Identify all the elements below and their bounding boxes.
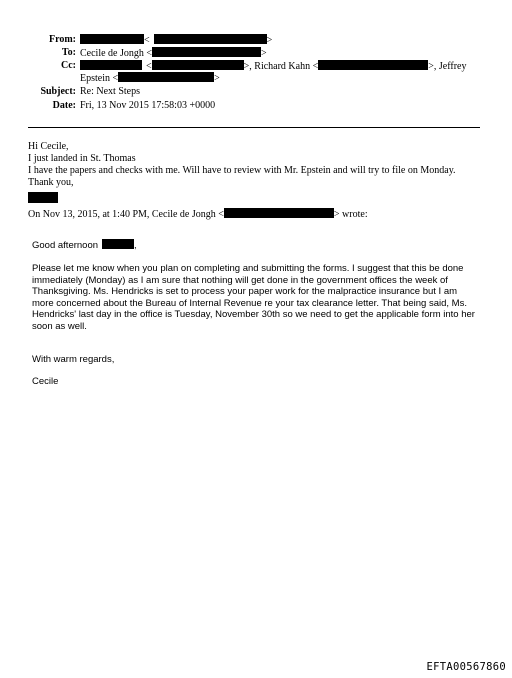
quote-intro xyxy=(28,208,368,221)
redaction-box xyxy=(118,72,214,82)
cc-mid: >, Richard Kahn < xyxy=(243,61,319,72)
redaction-box xyxy=(80,60,142,70)
reply-line: I just landed in St. Thomas xyxy=(28,153,136,164)
reply-line: Hi Cecile, xyxy=(28,141,69,152)
signature-redaction xyxy=(28,189,58,207)
greeting-text: Good afternoon xyxy=(32,240,99,251)
to-name: Cecile de Jongh < xyxy=(80,48,153,59)
cc-value-line2 xyxy=(80,72,220,85)
redaction-box xyxy=(152,60,244,70)
document-id: EFTA00567860 xyxy=(426,661,506,673)
quote-body: Please let me know when you plan on completing and submitting the forms. I suggest that this be done immediately (Monday) as I am sure that nothing will get done in the government offices the week of Thanksgiving. Ms. Hendricks is set to process your paper work for the malpractice insurance but I am more concerned about the Bureau of Internal Revenue re your tax clearance letter. That being said, Ms. Hendricks' last day in the office is Tuesday, November 30th so we need to get the applicable form into her soon as well. xyxy=(32,263,475,332)
date-value: Fri, 13 Nov 2015 17:58:03 +0000 xyxy=(80,100,216,111)
to-bracket-close: > xyxy=(261,48,267,59)
header-divider xyxy=(28,127,480,128)
redaction-box xyxy=(28,192,58,203)
to-label: To: xyxy=(61,47,76,58)
from-bracket-open: < xyxy=(144,35,150,46)
cc-bracket-open: < xyxy=(146,61,152,72)
subject-value: Re: Next Steps xyxy=(80,86,140,97)
cc-label: Cc: xyxy=(61,60,76,71)
from-label: From: xyxy=(48,34,76,45)
quote-intro-text: On Nov 13, 2015, at 1:40 PM, Cecile de Jongh < xyxy=(28,209,224,220)
cc-line2: Epstein < xyxy=(80,73,119,84)
cc-end: >, Jeffrey xyxy=(428,61,467,72)
subject-label: Subject: xyxy=(40,86,76,97)
redaction-box xyxy=(224,208,334,218)
redaction-box xyxy=(318,60,428,70)
redaction-box xyxy=(154,34,267,44)
quote-intro-end: > wrote: xyxy=(333,209,368,220)
quote-closing: With warm regards, xyxy=(32,354,115,365)
redaction-box xyxy=(80,34,144,44)
redaction-box xyxy=(102,239,134,249)
reply-line: Thank you, xyxy=(28,177,74,188)
date-label: Date: xyxy=(52,100,76,111)
quote-greeting xyxy=(32,239,137,252)
redaction-box xyxy=(152,47,261,57)
from-bracket-close: > xyxy=(266,35,273,46)
cc-bracket-close: > xyxy=(214,73,220,84)
from-value xyxy=(80,34,272,47)
greeting-end: , xyxy=(134,240,137,251)
reply-line: I have the papers and checks with me. Will have to review with Mr. Epstein and will try to file on Monday. xyxy=(28,165,456,176)
quote-signature: Cecile xyxy=(32,376,59,387)
to-value xyxy=(80,47,267,60)
